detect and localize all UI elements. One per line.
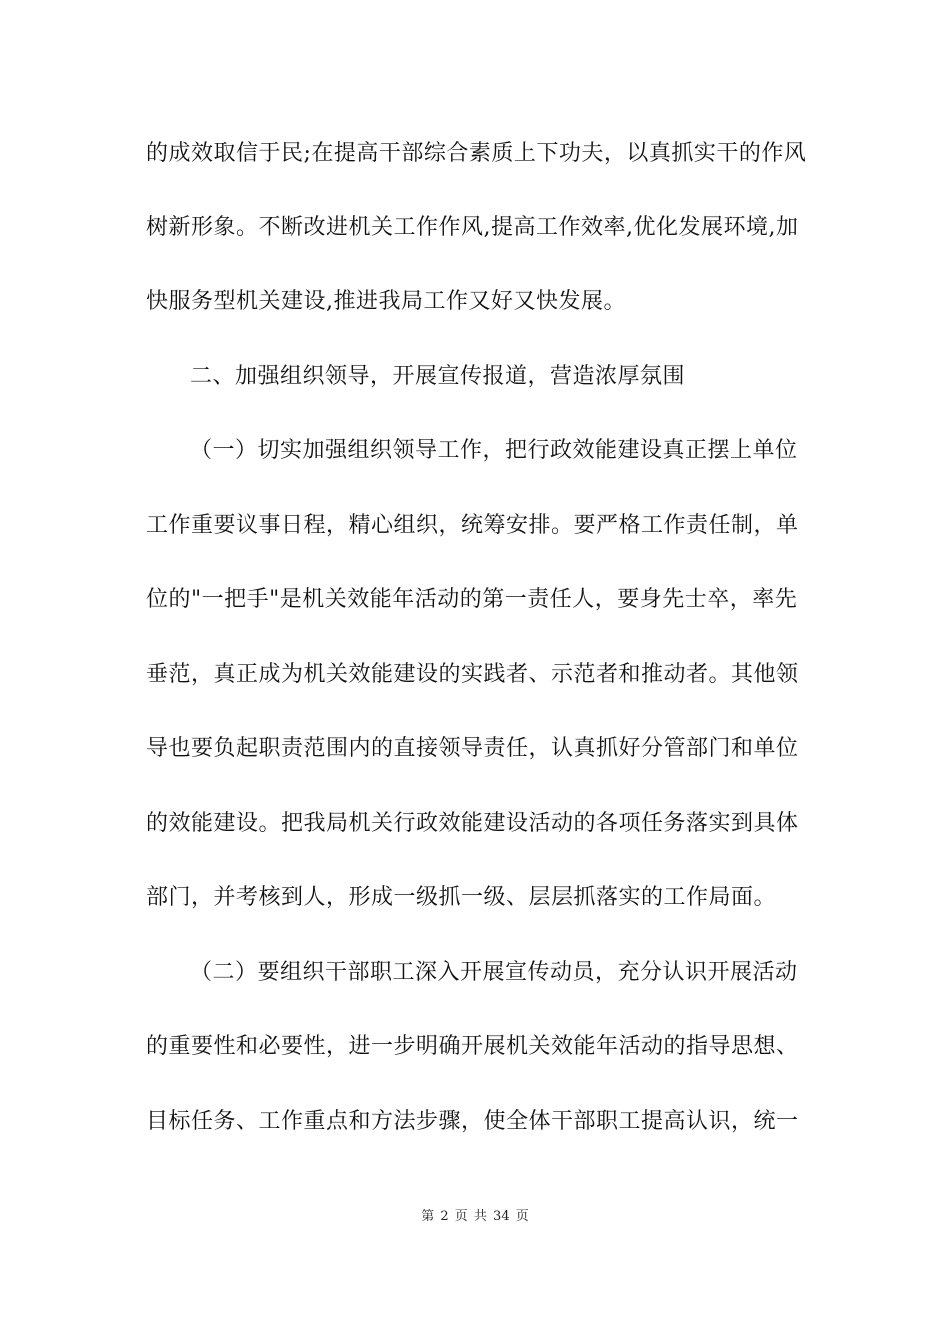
body-text-line: 导也要负起职责范围内的直接领导责任，认真抓好分管部门和单位 <box>146 736 799 761</box>
body-text-line: 部门，并考核到人，形成一级抓一级、层层抓落实的工作局面。 <box>146 885 777 910</box>
body-text-line: 的重要性和必要性，进一步明确开展机关效能年活动的指导思想、 <box>146 1034 799 1059</box>
page-number-footer: 第 2 页 共 34 页 <box>421 1209 529 1224</box>
section-heading: 二、加强组织领导，开展宣传报道，营造浓厚氛围 <box>190 364 686 389</box>
body-text-line: 的成效取信于民;在提高干部综合素质上下功夫，以真抓实干的作风 <box>146 141 807 166</box>
body-text-line: 工作重要议事日程，精心组织，统筹安排。要严格工作责任制，单 <box>146 513 799 538</box>
body-text-line: 垂范，真正成为机关效能建设的实践者、示范者和推动者。其他领 <box>146 662 799 687</box>
body-text-line: （一）切实加强组织领导工作，把行政效能建设真正摆上单位 <box>190 438 798 463</box>
body-text-line: （二）要组织干部职工深入开展宣传动员，充分认识开展活动 <box>190 960 798 985</box>
body-text-line: 的效能建设。把我局机关行政效能建设活动的各项任务落实到具体 <box>146 811 799 836</box>
body-text-line: 树新形象。不断改进机关工作作风,提高工作效率,优化发展环境,加 <box>146 215 799 240</box>
body-text-line: 快服务型机关建设,推进我局工作又好又快发展。 <box>146 289 626 314</box>
body-text-line: 目标任务、工作重点和方法步骤，使全体干部职工提高认识，统一 <box>146 1109 799 1134</box>
body-text-line: 位的"一把手"是机关效能年活动的第一责任人，要身先士卒，率先 <box>146 587 798 612</box>
